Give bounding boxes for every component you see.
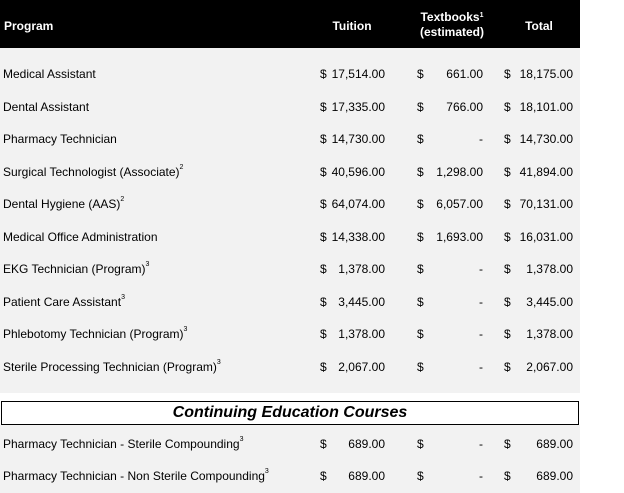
program-name [3, 162, 183, 182]
total-value: 689.00 [536, 437, 573, 451]
table-row [0, 194, 580, 214]
textbooks-currency: $ [417, 360, 424, 374]
total-value: 18,101.00 [519, 100, 573, 114]
total-currency: $ [504, 327, 511, 341]
header-total: Total [525, 19, 553, 33]
total-value: 1,378.00 [526, 327, 573, 341]
tuition-currency: $ [320, 327, 327, 341]
table-row [0, 64, 580, 84]
table-row [0, 227, 580, 247]
total-currency: $ [504, 230, 511, 244]
tuition-value: 14,730.00 [331, 132, 385, 146]
textbooks-value: 1,693.00 [436, 230, 483, 244]
textbooks-value: - [479, 360, 483, 374]
program-name: Medical Office Administration [3, 230, 158, 244]
program-name [3, 194, 124, 214]
textbooks-currency: $ [417, 132, 424, 146]
tuition-value: 17,335.00 [331, 100, 385, 114]
tuition-value: 3,445.00 [338, 295, 385, 309]
tuition-currency: $ [320, 100, 327, 114]
program-name [3, 357, 221, 377]
total-value: 41,894.00 [519, 165, 573, 179]
tuition-currency: $ [320, 360, 327, 374]
program-name-text: EKG Technician (Program) [3, 262, 146, 276]
tuition-value: 14,338.00 [331, 230, 385, 244]
textbooks-currency: $ [417, 262, 424, 276]
textbooks-value: - [479, 327, 483, 341]
table-row [0, 259, 580, 279]
table-header [0, 0, 580, 48]
table-row [0, 97, 580, 117]
total-currency: $ [504, 67, 511, 81]
footnote-marker: 3 [121, 294, 125, 301]
header-program: Program [4, 19, 54, 33]
section-heading: Continuing Education Courses [1, 401, 579, 425]
total-currency: $ [504, 360, 511, 374]
table-row [0, 357, 580, 377]
tuition-value: 17,514.00 [331, 67, 385, 81]
program-name-text: Phlebotomy Technician (Program) [3, 327, 184, 341]
total-currency: $ [504, 469, 511, 483]
header-tuition: Tuition [332, 19, 372, 33]
program-name-text: Sterile Processing Technician (Program) [3, 360, 217, 374]
program-name [3, 466, 269, 486]
tuition-value: 689.00 [348, 437, 385, 451]
table-row [0, 162, 580, 182]
program-name-text: Surgical Technologist (Associate) [3, 165, 180, 179]
textbooks-currency: $ [417, 230, 424, 244]
table-row [0, 324, 580, 344]
table-row [0, 434, 580, 454]
program-name [3, 259, 149, 279]
textbooks-value: - [479, 437, 483, 451]
header-textbooks [410, 10, 494, 40]
textbooks-value: - [479, 295, 483, 309]
program-name [3, 324, 187, 344]
footnote-marker: 3 [145, 261, 150, 268]
total-value: 1,378.00 [526, 262, 573, 276]
program-name: Dental Assistant [3, 100, 90, 114]
textbooks-currency: $ [417, 437, 424, 451]
tuition-currency: $ [320, 469, 327, 483]
textbooks-value: - [479, 132, 483, 146]
tuition-value: 2,067.00 [338, 360, 385, 374]
textbooks-currency: $ [417, 327, 424, 341]
tuition-currency: $ [320, 165, 327, 179]
total-value: 18,175.00 [519, 67, 573, 81]
total-currency: $ [504, 100, 511, 114]
footnote-marker: 3 [239, 436, 244, 443]
program-name-text: Pharmacy Technician - Non Sterile Compounding [3, 469, 265, 483]
tuition-currency: $ [320, 437, 327, 451]
total-value: 14,730.00 [519, 132, 573, 146]
program-name: Pharmacy Technician [3, 132, 117, 146]
tuition-value: 40,596.00 [331, 165, 385, 179]
textbooks-currency: $ [417, 469, 424, 483]
program-name-text: Patient Care Assistant [3, 295, 122, 309]
program-name-text: Pharmacy Technician - Sterile Compounding [3, 437, 240, 451]
total-value: 2,067.00 [526, 360, 573, 374]
textbooks-value: 766.00 [446, 100, 483, 114]
tuition-value: 1,378.00 [338, 262, 385, 276]
program-name [3, 434, 243, 454]
total-currency: $ [504, 165, 511, 179]
textbooks-currency: $ [417, 100, 424, 114]
textbooks-currency: $ [417, 295, 424, 309]
textbooks-value: 1,298.00 [436, 165, 483, 179]
program-name [3, 292, 125, 312]
footnote-marker: 3 [183, 326, 188, 333]
textbooks-value: 661.00 [446, 67, 483, 81]
textbooks-value: 6,057.00 [436, 197, 483, 211]
header-textbooks-footnote: 1 [479, 12, 484, 19]
tuition-currency: $ [320, 262, 327, 276]
total-currency: $ [504, 262, 511, 276]
footnote-marker: 3 [264, 468, 269, 475]
total-value: 689.00 [536, 469, 573, 483]
total-currency: $ [504, 197, 511, 211]
footnote-marker: 2 [179, 164, 184, 171]
header-textbooks-label: Textbooks [420, 10, 480, 24]
textbooks-currency: $ [417, 197, 424, 211]
table-row [0, 292, 580, 312]
tuition-currency: $ [320, 230, 327, 244]
program-name: Medical Assistant [3, 67, 96, 81]
header-textbooks-estimated: (estimated) [419, 25, 484, 39]
textbooks-currency: $ [417, 67, 424, 81]
total-value: 70,131.00 [519, 197, 573, 211]
tuition-currency: $ [320, 197, 327, 211]
table-row [0, 466, 580, 486]
table-row [0, 129, 580, 149]
footnote-marker: 2 [120, 196, 125, 203]
total-value: 3,445.00 [526, 295, 573, 309]
footnote-marker: 3 [216, 359, 221, 366]
textbooks-currency: $ [417, 165, 424, 179]
total-currency: $ [504, 132, 511, 146]
program-name-text: Dental Hygiene (AAS) [3, 197, 121, 211]
textbooks-value: - [479, 469, 483, 483]
tuition-value: 689.00 [348, 469, 385, 483]
tuition-value: 64,074.00 [331, 197, 385, 211]
total-currency: $ [504, 295, 511, 309]
tuition-currency: $ [320, 67, 327, 81]
tuition-value: 1,378.00 [338, 327, 385, 341]
total-value: 16,031.00 [519, 230, 573, 244]
tuition-currency: $ [320, 132, 327, 146]
total-currency: $ [504, 437, 511, 451]
textbooks-value: - [479, 262, 483, 276]
tuition-currency: $ [320, 295, 327, 309]
